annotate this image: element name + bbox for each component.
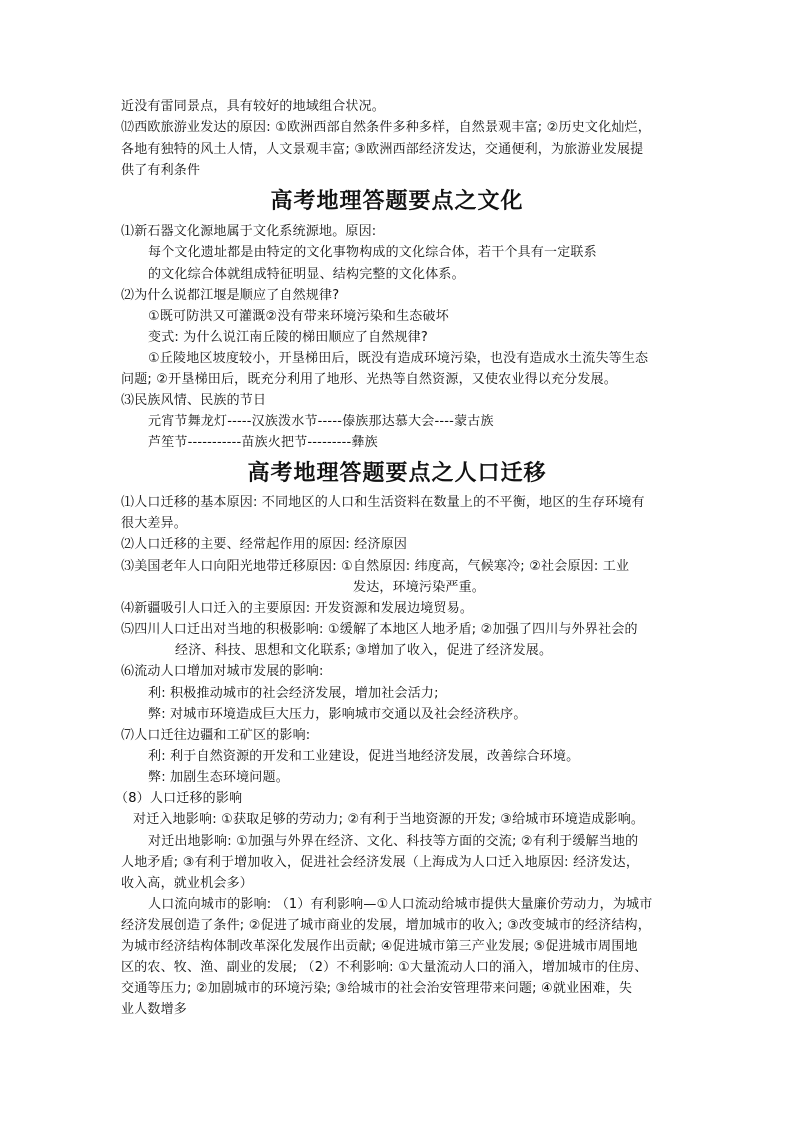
text-line: 业人数增多 — [121, 1002, 188, 1017]
text-line: 对迁入地影响: ①获取足够的劳动力; ②有利于当地资源的开发; ③给城市环境造成影响。 — [133, 812, 645, 827]
text-line: 人地矛盾; ③有利于增加收入，促进社会经济发展（上海成为人口迁入地原因: 经济发达， — [121, 855, 640, 870]
text-line: 人口流向城市的影响: （1）有利影响—①人口流动给城市提供大量廉价劳动力，为城市 — [148, 897, 653, 912]
text-line: ⑶民族风情、民族的节日 — [121, 393, 267, 408]
section-heading-culture: 高考地理答题要点之文化 — [270, 188, 524, 214]
text-line: ①既可防洪又可灌溉②没有带来环境污染和生态破坏 — [148, 309, 449, 324]
text-line: ⑴人口迁移的基本原因: 不同地区的人口和生活资料在数量上的不平衡，地区的生存环境有 — [121, 495, 645, 510]
text-line: 利: 积极推动城市的社会经济发展，增加社会活力; — [148, 686, 439, 701]
text-line: 交通等压力; ②加剧城市的环境污染; ③给城市的社会治安管理带来问题; ④就业困难，失 — [121, 981, 633, 996]
text-line: 很大差异。 — [121, 516, 188, 531]
text-line: 变式: 为什么说江南丘陵的梯田顺应了自然规律? — [148, 330, 429, 345]
text-line: 芦笙节-----------苗族火把节---------彝族 — [148, 435, 378, 450]
text-line: ⑷新疆吸引人口迁入的主要原因: 开发资源和发展边境贸易。 — [121, 601, 474, 616]
text-line: 元宵节舞龙灯-----汉族泼水节-----傣族那达慕大会----蒙古族 — [148, 414, 494, 429]
text-line: 供了有利条件 — [121, 163, 201, 178]
text-line: ⑴新石器文化源地属于文化系统源地。原因: — [121, 224, 377, 239]
text-line: ⑺人口迁往边疆和工矿区的影响: — [121, 728, 311, 743]
text-line: 对迁出地影响: ①加强与外界在经济、文化、科技等方面的交流; ②有利于缓解当地的 — [148, 834, 639, 849]
text-line: ⑸四川人口迁出对当地的积极影响: ①缓解了本地区人地矛盾; ②加强了四川与外界社会的 — [121, 622, 638, 637]
text-line: 为城市经济结构体制改革深化发展作出贡献; ④促进城市第三产业发展; ⑤促进城市周围地 — [121, 939, 638, 954]
text-line: 的文化综合体就组成特征明显、结构完整的文化体系。 — [148, 267, 465, 282]
text-line: 问题; ②开垦梯田后，既充分利用了地形、光热等自然资源，又使农业得以充分发展。 — [121, 372, 617, 387]
text-line: （8）人口迁移的影响 — [115, 791, 243, 806]
text-line: ⑹流动人口增加对城市发展的影响: — [121, 664, 324, 679]
section-heading-migration: 高考地理答题要点之人口迁移 — [247, 460, 547, 486]
text-line: ⑶美国老年人口向阳光地带迁移原因: ①自然原因: 纬度高，气候寒冷; ②社会原因: 工业 — [121, 559, 630, 574]
text-line: 利: 利于自然资源的开发和工业建设，促进当地经济发展，改善综合环境。 — [148, 749, 580, 764]
text-line: ⑵为什么说都江堰是顺应了自然规律? — [121, 288, 340, 303]
text-line: ①丘陵地区坡度较小，开垦梯田后，既没有造成环境污染，也没有造成水土流失等生态 — [148, 351, 649, 366]
text-line: 弊: 对城市环境造成巨大压力，影响城市交通以及社会经济秩序。 — [148, 707, 527, 722]
text-line: 各地有独特的风土人情，人文景观丰富; ③欧洲西部经济发达，交通便利，为旅游业发展提 — [121, 142, 644, 157]
text-line: 发达，环境污染严重。 — [353, 580, 486, 595]
text-line: 每个文化遗址都是由特定的文化事物构成的文化综合体，若干个具有一定联系 — [148, 245, 597, 260]
text-line: 弊: 加剧生态环境问题。 — [148, 770, 289, 785]
text-line: 区的农、牧、渔、副业的发展; （2）不利影响: ①大量流动人口的涌入，增加城市的住房、 — [121, 960, 648, 975]
text-line: 经济、科技、思想和文化联系; ③增加了收入，促进了经济发展。 — [175, 643, 553, 658]
text-line: 经济发展创造了条件; ②促进了城市商业的发展，增加城市的收入; ③改变城市的经济结构， — [121, 918, 651, 933]
text-line: ⑿西欧旅游业发达的原因: ①欧洲西部自然条件多种多样，自然景观丰富; ②历史文化灿烂， — [121, 120, 651, 135]
text-line: ⑵人口迁移的主要、经常起作用的原因: 经济原因 — [121, 537, 408, 552]
text-line: 收入高，就业机会多） — [121, 876, 254, 891]
text-line: 近没有雷同景点，具有较好的地域组合状况。 — [121, 99, 386, 114]
